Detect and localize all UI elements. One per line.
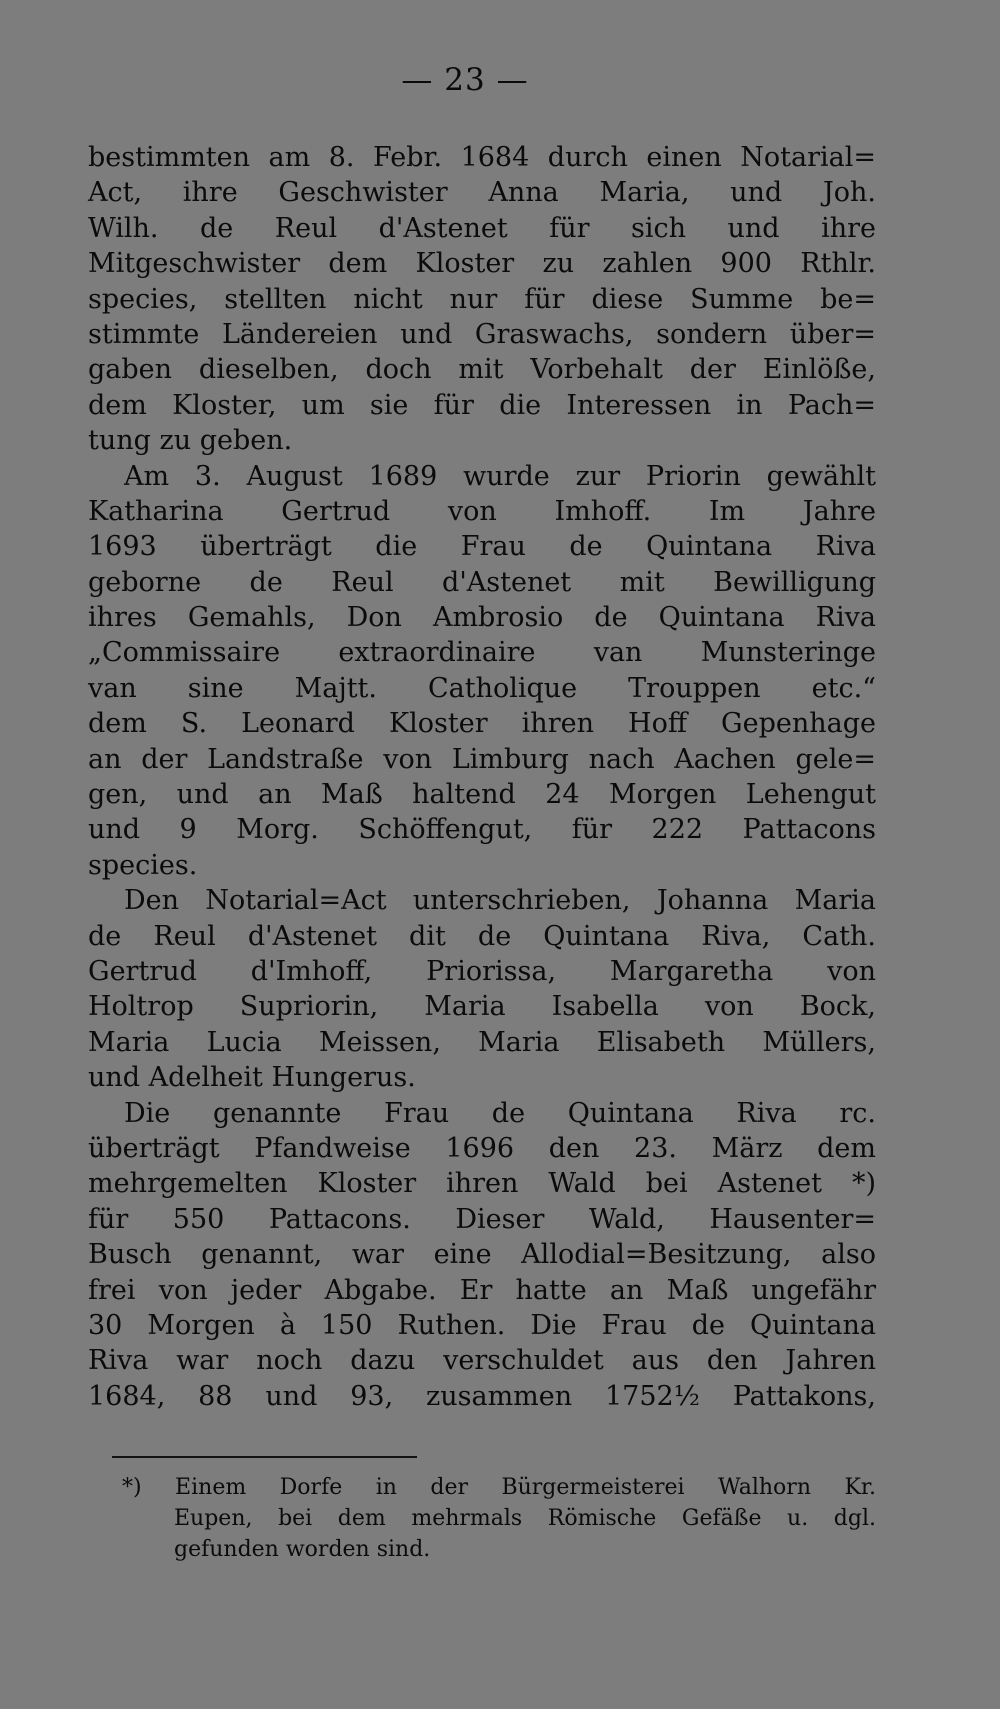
text-line: Mitgeschwister dem Kloster zu zahlen 900 Rthlr. xyxy=(88,248,876,280)
text-line: Am 3. August 1689 wurde zur Priorin gewählt xyxy=(124,460,876,492)
text-line: für 550 Pattacons. Dieser Wald, Hausenter= xyxy=(88,1203,876,1235)
text-line: Gertrud d'Imhoff, Priorissa, Margaretha von xyxy=(88,955,876,987)
text-line: stimmte Ländereien und Graswachs, sondern über= xyxy=(88,318,876,350)
text-line: Busch genannt, war eine Allodial=Besitzung, also xyxy=(88,1239,876,1271)
text-line: Holtrop Supriorin, Maria Isabella von Bock, xyxy=(88,991,876,1023)
text-line: species. xyxy=(88,849,198,881)
footnote-line: gefunden worden sind. xyxy=(174,1537,431,1562)
text-line: ihres Gemahls, Don Ambrosio de Quintana Riva xyxy=(88,602,876,634)
text-line: dem Kloster, um sie für die Interessen in Pach= xyxy=(88,389,876,421)
text-line: und Adelheit Hungerus. xyxy=(88,1062,416,1094)
text-line: 1684, 88 und 93, zusammen 1752½ Pattakons, xyxy=(88,1380,876,1412)
text-line: van sine Majtt. Catholique Trouppen etc.“ xyxy=(88,672,876,704)
text-line: tung zu geben. xyxy=(88,425,293,457)
text-line: Den Notarial=Act unterschrieben, Johanna Maria xyxy=(124,885,876,917)
text-line: gaben dieselben, doch mit Vorbehalt der Einlöße, xyxy=(88,354,876,386)
text-line: Wilh. de Reul d'Astenet für sich und ihre xyxy=(88,212,876,244)
footnote-line: *) Einem Dorfe in der Bürgermeisterei Walhorn Kr. xyxy=(122,1475,876,1500)
text-line: geborne de Reul d'Astenet mit Bewilligung xyxy=(88,566,876,598)
text-line: 30 Morgen à 150 Ruthen. Die Frau de Quintana xyxy=(88,1309,876,1341)
text-line: Katharina Gertrud von Imhoff. Im Jahre xyxy=(88,495,876,527)
text-line: Riva war noch dazu verschuldet aus den Jahren xyxy=(88,1345,876,1377)
footnote xyxy=(122,1472,876,1565)
text-line: species, stellten nicht nur für diese Summe be= xyxy=(88,283,876,315)
text-line: frei von jeder Abgabe. Er hatte an Maß ungefähr xyxy=(88,1274,876,1306)
text-line: Die genannte Frau de Quintana Riva rc. xyxy=(124,1097,876,1129)
text-line: „Commissaire extraordinaire van Munsteringe xyxy=(88,637,876,669)
text-line: überträgt Pfandweise 1696 den 23. März dem xyxy=(88,1132,876,1164)
text-line: Act, ihre Geschwister Anna Maria, und Joh. xyxy=(88,177,876,209)
text-line: an der Landstraße von Limburg nach Aachen gele= xyxy=(88,743,876,775)
text-line: Maria Lucia Meissen, Maria Elisabeth Müllers, xyxy=(88,1026,876,1058)
text-line: mehrgemelten Kloster ihren Wald bei Astenet *) xyxy=(88,1168,876,1200)
footnote-divider xyxy=(112,1456,417,1458)
text-line: de Reul d'Astenet dit de Quintana Riva, Cath. xyxy=(88,920,876,952)
text-line: und 9 Morg. Schöffengut, für 222 Pattacons xyxy=(88,814,876,846)
text-line: bestimmten am 8. Febr. 1684 durch einen Notarial= xyxy=(88,142,876,173)
page-number: — 23 — xyxy=(401,62,529,98)
text-line: dem S. Leonard Kloster ihren Hoff Gepenhage xyxy=(88,708,876,740)
text-line: gen, und an Maß haltend 24 Morgen Lehengut xyxy=(88,779,876,811)
footnote-line: Eupen, bei dem mehrmals Römische Gefäße u. dgl. xyxy=(174,1506,876,1531)
text-line: 1693 überträgt die Frau de Quintana Riva xyxy=(88,531,876,563)
body-text xyxy=(88,140,876,1414)
